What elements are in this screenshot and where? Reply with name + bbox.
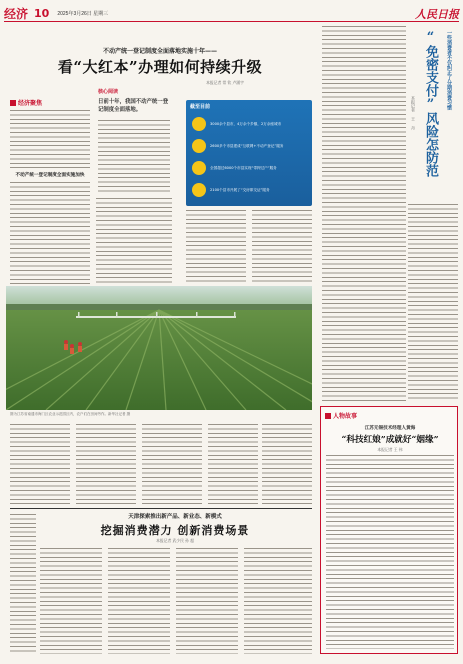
infobox-item: 2100个县市开展了“交房即交证”服务 — [192, 180, 308, 200]
body-text-column — [108, 548, 170, 654]
building-icon — [192, 117, 206, 131]
top-story-headline: 看“大红本”办理如何持续升级 — [57, 58, 263, 76]
body-text-column — [252, 210, 312, 284]
statistics-infobox — [186, 100, 312, 206]
core-reading-body — [98, 120, 170, 192]
core-reading-box — [96, 88, 172, 194]
section-tag-label: 经济聚焦 — [18, 100, 43, 107]
bottom-story-headline: 挖掘消费潜力 创新消费场景 — [100, 524, 250, 537]
sidebar-body-text — [408, 204, 458, 402]
body-text-column — [262, 424, 312, 504]
infobox-item: 2600多个市县建成“互联网+不动产登记”服务 — [192, 136, 308, 156]
tag-marker-icon — [10, 100, 16, 106]
page-number: 10 — [34, 7, 50, 20]
computer-icon — [192, 139, 206, 153]
bottom-story-kicker: 天津探索推出新产品、新业态、新模式 — [128, 514, 222, 520]
core-reading-label: 核心阅读 — [98, 89, 119, 95]
body-text-column — [142, 424, 202, 504]
body-text-column — [10, 424, 70, 504]
sidebar-byline: 本报记者 王 丹 — [411, 96, 416, 130]
feature-kicker: 江苏无锡技术经理人黄海 — [364, 426, 416, 431]
farmland-photo-graphic — [6, 286, 312, 410]
sidebar-body-text — [322, 26, 406, 402]
core-reading-text: 日前十年，我国不动产统一登记制度全面落地。 — [98, 99, 169, 113]
body-text-column — [176, 548, 238, 654]
house-icon — [192, 161, 206, 175]
top-story-subhead: 不动产统一登记制度全面实施加快 — [15, 173, 85, 178]
certificate-icon — [192, 183, 206, 197]
section-tag — [10, 98, 42, 107]
masthead — [4, 6, 459, 22]
feature-body-text — [326, 455, 454, 649]
photo-caption: 图为江苏省南通市海门区农业示范园区内，农户们在田间劳作。新华社记者 摄 — [10, 412, 131, 416]
sidebar-kicker: 一些消费者不仅纠正了分期消费习惯 — [446, 30, 452, 110]
feature-byline: 本报记者 王 伟 — [377, 447, 403, 452]
feature-headline: “科技红娘”成就好“姻缘” — [341, 435, 439, 445]
top-story-byline: 本报记者 常 钦 卢涵宇 — [206, 80, 244, 85]
issue-date: 2025年3月26日 星期三 — [57, 11, 109, 17]
farmland-photo — [6, 286, 312, 410]
body-text-column — [10, 514, 36, 654]
bottom-story-byline: 本报记者 武少民 孙 超 — [156, 538, 194, 543]
section-name: 经济 — [4, 7, 29, 21]
body-text-column — [76, 424, 136, 504]
infobox-item: 全国超过6000个市县实现“带押过户”服务 — [192, 158, 308, 178]
tag-marker-icon — [325, 413, 331, 419]
body-text-column — [10, 110, 90, 168]
body-text-column — [10, 182, 90, 286]
body-text-column — [244, 548, 312, 654]
body-text-column — [186, 210, 246, 284]
body-text-column — [40, 548, 102, 654]
sidebar-headline: “免密支付”风险怎防范 — [423, 30, 438, 177]
body-text-column — [208, 424, 258, 504]
infobox-title: 截至目前 — [190, 104, 211, 110]
profile-feature-box — [320, 406, 458, 654]
top-story-kicker: 不动产统一登记制度全面落地实施十年—— — [102, 48, 217, 55]
section-divider — [10, 508, 312, 509]
infobox-item: 3000余个县市，4万余个乡镇，2万余座城市 — [192, 114, 308, 134]
newspaper-logo: 人民日报 — [415, 7, 459, 21]
feature-tag: 人物故事 — [325, 411, 357, 420]
body-text-column — [96, 198, 172, 284]
